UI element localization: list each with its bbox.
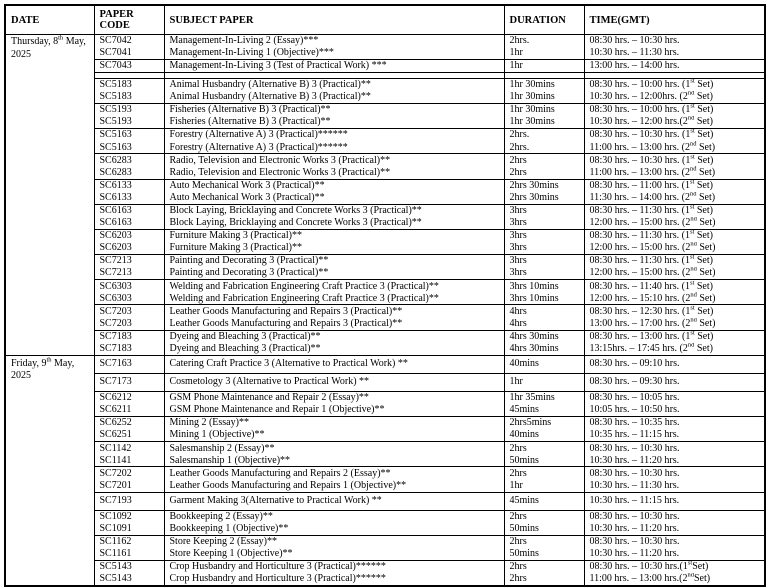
subject-cell: Bookkeeping 1 (Objective)** (164, 523, 504, 536)
time-cell: 08:30 hrs. – 12:30 hrs. (1st Set) (584, 305, 765, 318)
time-cell: 11:00 hrs. – 13:00 hrs. (2nd Set) (584, 141, 765, 154)
subject-cell: Cosmetology 3 (Alternative to Practical Work) ** (164, 373, 504, 391)
exam-timetable (4, 4, 766, 587)
duration-cell: 3hrs 10mins (504, 280, 584, 293)
paper-code-cell: SC7213 (94, 255, 164, 268)
column-header-subject-paper: SUBJECT PAPER (164, 5, 504, 35)
duration-cell: 3hrs (504, 229, 584, 242)
duration-cell: 1hr (504, 373, 584, 391)
paper-code-cell: SC6251 (94, 429, 164, 442)
table-row (5, 480, 765, 493)
duration-cell: 3hrs (504, 255, 584, 268)
table-row (5, 417, 765, 430)
subject-cell: Furniture Making 3 (Practical)** (164, 229, 504, 242)
table-row (5, 330, 765, 343)
table-row (5, 103, 765, 116)
table-row (5, 154, 765, 167)
paper-code-cell: SC6133 (94, 179, 164, 192)
timetable-body (5, 35, 765, 586)
paper-code-cell: SC5183 (94, 91, 164, 104)
paper-code-cell: SC6133 (94, 192, 164, 205)
time-cell: 10:30 hrs. – 11:15 hrs. (584, 492, 765, 510)
paper-code-cell: SC5163 (94, 141, 164, 154)
time-cell: 08:30 hrs. – 10:05 hrs. (584, 391, 765, 404)
table-row (5, 267, 765, 280)
table-row (5, 510, 765, 523)
table-row (5, 343, 765, 356)
paper-code-cell: SC7163 (94, 355, 164, 373)
paper-code-cell: SC7193 (94, 492, 164, 510)
time-cell: 10:30 hrs. – 11:30 hrs. (584, 480, 765, 493)
subject-cell: Radio, Television and Electronic Works 3 (Practical)** (164, 166, 504, 179)
paper-code-cell: SC7201 (94, 480, 164, 493)
paper-code-cell: SC6163 (94, 217, 164, 230)
table-row (5, 47, 765, 60)
paper-code-cell: SC6211 (94, 404, 164, 417)
time-cell: 13:00 hrs. – 14:00 hrs. (584, 60, 765, 73)
time-cell: 10:35 hrs. – 11:15 hrs. (584, 429, 765, 442)
time-cell: 11:00 hrs. – 13:00 hrs.(2ndSet) (584, 573, 765, 586)
paper-code-cell: SC5143 (94, 560, 164, 573)
paper-code-cell: SC6283 (94, 166, 164, 179)
duration-cell: 40mins (504, 429, 584, 442)
paper-code-cell: SC6303 (94, 280, 164, 293)
table-row (5, 217, 765, 230)
time-cell: 08:30 hrs. – 11:30 hrs. (1st Set) (584, 255, 765, 268)
paper-code-cell: SC7183 (94, 330, 164, 343)
time-cell: 10:30 hrs. – 11:20 hrs. (584, 454, 765, 467)
subject-cell: Salesmanship 1 (Objective)** (164, 454, 504, 467)
table-row (5, 280, 765, 293)
time-cell: 08:30 hrs. – 10:30 hrs. (584, 510, 765, 523)
column-header-time-gmt: TIME(GMT) (584, 5, 765, 35)
table-row (5, 548, 765, 561)
subject-cell: Welding and Fabrication Engineering Craft Practice 3 (Practical)** (164, 292, 504, 305)
duration-cell: 3hrs (504, 242, 584, 255)
subject-cell: Fisheries (Alternative B) 3 (Practical)** (164, 116, 504, 129)
duration-cell: 1hr (504, 480, 584, 493)
paper-code-cell: SC7203 (94, 318, 164, 331)
subject-cell: Management-In-Living 1 (Objective)*** (164, 47, 504, 60)
paper-code-cell: SC7042 (94, 35, 164, 48)
column-header-date: DATE (5, 5, 94, 35)
subject-cell: Management-In-Living 3 (Test of Practical Work) *** (164, 60, 504, 73)
paper-code-cell: SC7213 (94, 267, 164, 280)
subject-cell: GSM Phone Maintenance and Repair 2 (Essay)** (164, 391, 504, 404)
time-cell: 08:30 hrs. – 09:30 hrs. (584, 373, 765, 391)
paper-code-cell: SC5163 (94, 129, 164, 142)
subject-cell: Leather Goods Manufacturing and Repairs 3 (Practical)** (164, 305, 504, 318)
duration-cell: 2hrs (504, 560, 584, 573)
time-cell: 08:30 hrs. – 10:30 hrs.(1stSet) (584, 560, 765, 573)
duration-cell: 2hrs. (504, 141, 584, 154)
table-row (5, 404, 765, 417)
time-cell: 13:15hrs. – 17:45 hrs. (2nd Set) (584, 343, 765, 356)
subject-cell: Painting and Decorating 3 (Practical)** (164, 255, 504, 268)
duration-cell: 2hrs (504, 573, 584, 586)
table-row (5, 179, 765, 192)
subject-cell: Welding and Fabrication Engineering Craft Practice 3 (Practical)** (164, 280, 504, 293)
subject-cell: Mining 1 (Objective)** (164, 429, 504, 442)
duration-cell: 45mins (504, 492, 584, 510)
subject-cell: Catering Craft Practice 3 (Alternative to Practical Work) ** (164, 355, 504, 373)
subject-cell: GSM Phone Maintenance and Repair 1 (Objective)** (164, 404, 504, 417)
table-row (5, 467, 765, 480)
table-row (5, 391, 765, 404)
duration-cell: 2hrs (504, 535, 584, 548)
paper-code-cell: SC7173 (94, 373, 164, 391)
duration-cell: 2hrs 30mins (504, 192, 584, 205)
table-row (5, 535, 765, 548)
time-cell: 08:30 hrs. – 09:10 hrs. (584, 355, 765, 373)
duration-cell: 3hrs (504, 267, 584, 280)
duration-cell: 4hrs (504, 318, 584, 331)
subject-cell: Auto Mechanical Work 3 (Practical)** (164, 192, 504, 205)
table-row (5, 442, 765, 455)
paper-code-cell: SC5193 (94, 103, 164, 116)
duration-cell: 3hrs (504, 204, 584, 217)
time-cell: 08:30 hrs. – 10:30 hrs. (1st Set) (584, 154, 765, 167)
table-row (5, 255, 765, 268)
table-row (5, 355, 765, 373)
table-row (5, 492, 765, 510)
time-cell: 13:00 hrs. – 17:00 hrs. (2nd Set) (584, 318, 765, 331)
duration-cell: 2hrs (504, 467, 584, 480)
duration-cell: 1hr 30mins (504, 116, 584, 129)
duration-cell: 3hrs 10mins (504, 292, 584, 305)
subject-cell: Leather Goods Manufacturing and Repairs 3 (Practical)** (164, 318, 504, 331)
time-cell: 08:30 hrs. – 10:30 hrs. (1st Set) (584, 129, 765, 142)
subject-cell: Dyeing and Bleaching 3 (Practical)** (164, 330, 504, 343)
duration-cell: 50mins (504, 548, 584, 561)
paper-code-cell: SC1092 (94, 510, 164, 523)
table-row (5, 373, 765, 391)
table-row (5, 35, 765, 48)
column-header-paper-code: PAPER CODE (94, 5, 164, 35)
table-header (5, 5, 765, 35)
time-cell: 08:30 hrs. – 11:00 hrs. (1st Set) (584, 179, 765, 192)
subject-cell: Salesmanship 2 (Essay)** (164, 442, 504, 455)
duration-cell: 2hrs (504, 442, 584, 455)
table-row (5, 573, 765, 586)
time-cell: 08:30 hrs. – 13:00 hrs. (1st Set) (584, 330, 765, 343)
subject-cell: Painting and Decorating 3 (Practical)** (164, 267, 504, 280)
table-row (5, 318, 765, 331)
table-row (5, 116, 765, 129)
duration-cell: 1hr 35mins (504, 391, 584, 404)
duration-cell: 45mins (504, 404, 584, 417)
duration-cell: 1hr (504, 47, 584, 60)
duration-cell: 1hr 30mins (504, 91, 584, 104)
subject-cell: Crop Husbandry and Horticulture 3 (Practical)****** (164, 573, 504, 586)
duration-cell: 4hrs (504, 305, 584, 318)
date-cell: Friday, 9th May, 2025 (5, 355, 94, 585)
paper-code-cell: SC1161 (94, 548, 164, 561)
subject-cell: Store Keeping 1 (Objective)** (164, 548, 504, 561)
time-cell: 08:30 hrs. – 10:00 hrs. (1st Set) (584, 78, 765, 91)
subject-cell: Furniture Making 3 (Practical)** (164, 242, 504, 255)
time-cell: 08:30 hrs. – 11:30 hrs. (1st Set) (584, 229, 765, 242)
subject-cell: Bookkeeping 2 (Essay)** (164, 510, 504, 523)
table-row (5, 78, 765, 91)
duration-cell: 2hrs 30mins (504, 179, 584, 192)
time-cell: 08:30 hrs. – 10:30 hrs. (584, 35, 765, 48)
duration-cell: 2hrs. (504, 129, 584, 142)
time-cell: 10:30 hrs. – 12:00 hrs.(2nd Set) (584, 116, 765, 129)
subject-cell: Fisheries (Alternative B) 3 (Practical)** (164, 103, 504, 116)
paper-code-cell: SC1142 (94, 442, 164, 455)
paper-code-cell: SC6212 (94, 391, 164, 404)
time-cell: 08:30 hrs. – 11:30 hrs. (1st Set) (584, 204, 765, 217)
time-cell: 08:30 hrs. – 10:30 hrs. (584, 467, 765, 480)
paper-code-cell: SC7203 (94, 305, 164, 318)
paper-code-cell: SC7202 (94, 467, 164, 480)
paper-code-cell: SC7041 (94, 47, 164, 60)
paper-code-cell: SC6283 (94, 154, 164, 167)
subject-cell: Store Keeping 2 (Essay)** (164, 535, 504, 548)
subject-cell: Dyeing and Bleaching 3 (Practical)** (164, 343, 504, 356)
subject-cell: Block Laying, Bricklaying and Concrete Works 3 (Practical)** (164, 217, 504, 230)
paper-code-cell: SC5193 (94, 116, 164, 129)
subject-cell: Animal Husbandry (Alternative B) 3 (Practical)** (164, 91, 504, 104)
table-row (5, 454, 765, 467)
paper-code-cell: SC7183 (94, 343, 164, 356)
duration-cell: 2hrs. (504, 35, 584, 48)
duration-cell: 1hr 30mins (504, 103, 584, 116)
time-cell: 08:30 hrs. – 10:35 hrs. (584, 417, 765, 430)
subject-cell: Crop Husbandry and Horticulture 3 (Practical)****** (164, 560, 504, 573)
table-row (5, 60, 765, 73)
table-row (5, 429, 765, 442)
paper-code-cell: SC6203 (94, 229, 164, 242)
subject-cell: Garment Making 3(Alternative to Practical Work) ** (164, 492, 504, 510)
time-cell: 10:30 hrs. – 11:20 hrs. (584, 548, 765, 561)
paper-code-cell: SC6303 (94, 292, 164, 305)
table-row (5, 305, 765, 318)
duration-cell: 2hrs5mins (504, 417, 584, 430)
table-row (5, 91, 765, 104)
time-cell: 10:30 hrs. – 11:20 hrs. (584, 523, 765, 536)
time-cell: 08:30 hrs. – 10:30 hrs. (584, 535, 765, 548)
time-cell: 11:30 hrs. – 14:00 hrs. (2nd Set) (584, 192, 765, 205)
subject-cell: Management-In-Living 2 (Essay)*** (164, 35, 504, 48)
duration-cell: 1hr (504, 60, 584, 73)
paper-code-cell: SC6163 (94, 204, 164, 217)
table-row (5, 292, 765, 305)
duration-cell: 2hrs (504, 154, 584, 167)
subject-cell: Leather Goods Manufacturing and Repairs 1 (Objective)** (164, 480, 504, 493)
paper-code-cell: SC5143 (94, 573, 164, 586)
subject-cell: Mining 2 (Essay)** (164, 417, 504, 430)
time-cell: 10:05 hrs. – 10:50 hrs. (584, 404, 765, 417)
time-cell: 12:00 hrs. – 15:10 hrs. (2nd Set) (584, 292, 765, 305)
time-cell: 12:00 hrs. – 15:00 hrs. (2nd Set) (584, 217, 765, 230)
table-row (5, 523, 765, 536)
table-row (5, 166, 765, 179)
time-cell: 08:30 hrs. – 10:00 hrs. (1st Set) (584, 103, 765, 116)
header-row (5, 5, 765, 35)
subject-cell: Animal Husbandry (Alternative B) 3 (Practical)** (164, 78, 504, 91)
subject-cell: Radio, Television and Electronic Works 3 (Practical)** (164, 154, 504, 167)
subject-cell: Auto Mechanical Work 3 (Practical)** (164, 179, 504, 192)
date-cell: Thursday, 8th May, 2025 (5, 35, 94, 356)
column-header-duration: DURATION (504, 5, 584, 35)
table-row (5, 192, 765, 205)
duration-cell: 2hrs (504, 166, 584, 179)
table-row (5, 229, 765, 242)
time-cell: 08:30 hrs. – 11:40 hrs. (1st Set) (584, 280, 765, 293)
subject-cell: Forestry (Alternative A) 3 (Practical)****** (164, 129, 504, 142)
table-row (5, 242, 765, 255)
table-row (5, 560, 765, 573)
paper-code-cell: SC6203 (94, 242, 164, 255)
subject-cell: Forestry (Alternative A) 3 (Practical)****** (164, 141, 504, 154)
time-cell: 12:00 hrs. – 15:00 hrs. (2nd Set) (584, 242, 765, 255)
duration-cell: 4hrs 30mins (504, 343, 584, 356)
duration-cell: 1hr 30mins (504, 78, 584, 91)
time-cell: 11:00 hrs. – 13:00 hrs. (2nd Set) (584, 166, 765, 179)
paper-code-cell: SC5183 (94, 78, 164, 91)
paper-code-cell: SC1091 (94, 523, 164, 536)
duration-cell: 2hrs (504, 510, 584, 523)
table-row (5, 204, 765, 217)
paper-code-cell: SC7043 (94, 60, 164, 73)
time-cell: 12:00 hrs. – 15:00 hrs. (2nd Set) (584, 267, 765, 280)
duration-cell: 50mins (504, 454, 584, 467)
duration-cell: 4hrs 30mins (504, 330, 584, 343)
subject-cell: Block Laying, Bricklaying and Concrete Works 3 (Practical)** (164, 204, 504, 217)
duration-cell: 3hrs (504, 217, 584, 230)
time-cell: 10:30 hrs. – 12:00hrs. (2nd Set) (584, 91, 765, 104)
time-cell: 08:30 hrs. – 10:30 hrs. (584, 442, 765, 455)
paper-code-cell: SC6252 (94, 417, 164, 430)
duration-cell: 40mins (504, 355, 584, 373)
paper-code-cell: SC1141 (94, 454, 164, 467)
table-row (5, 141, 765, 154)
subject-cell: Leather Goods Manufacturing and Repairs 2 (Essay)** (164, 467, 504, 480)
time-cell: 10:30 hrs. – 11:30 hrs. (584, 47, 765, 60)
paper-code-cell: SC1162 (94, 535, 164, 548)
duration-cell: 50mins (504, 523, 584, 536)
table-row (5, 129, 765, 142)
